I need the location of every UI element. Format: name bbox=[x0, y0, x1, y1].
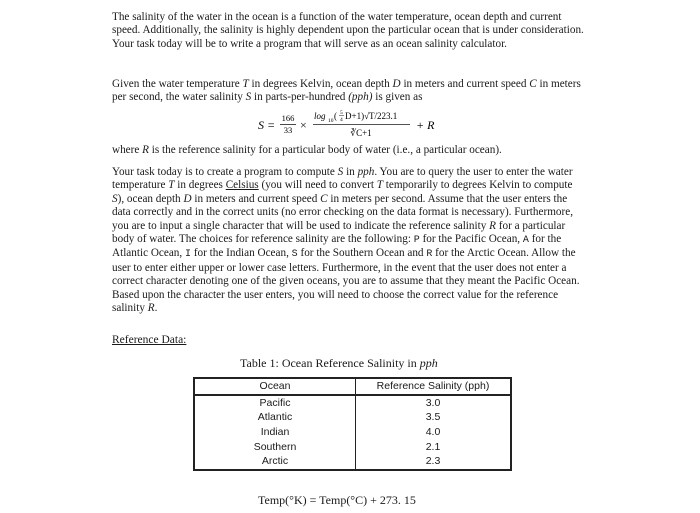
var-S: S bbox=[245, 91, 252, 104]
cell-ocean: Arctic bbox=[194, 454, 356, 470]
text-run: in meters per second, the water salinity bbox=[112, 78, 581, 104]
var-R: R bbox=[489, 219, 496, 232]
text-run: . You are to query the user to enter the water temperature bbox=[112, 166, 573, 192]
text-run: where bbox=[112, 144, 143, 156]
inner-frac-den: 4 bbox=[340, 117, 343, 123]
cell-salinity: 3.0 bbox=[356, 395, 512, 411]
text-run: for a particular body of water. The choices for reference salinity are the following: bbox=[112, 219, 566, 246]
cell-salinity: 2.1 bbox=[356, 439, 512, 454]
var-S: S bbox=[112, 192, 118, 205]
text-run: for the Pacific Ocean, bbox=[419, 233, 523, 246]
frac1-denominator: 33 bbox=[283, 125, 293, 135]
var-T: T bbox=[242, 78, 249, 90]
table-header-row bbox=[194, 378, 511, 395]
table-row bbox=[194, 410, 511, 425]
text-run: temporarily to degrees Kelvin to compute bbox=[382, 179, 573, 192]
var-T: T bbox=[376, 179, 383, 192]
text-run: in meters per second. Assume that the user enters the data correctly and in the correct units (no error checking on the data format is necessary). Furthermore, you are to input a single character that will be used to indicate the reference salinity bbox=[112, 192, 573, 232]
cell-salinity: 4.0 bbox=[356, 425, 512, 440]
table-row bbox=[194, 395, 511, 411]
text-run: . bbox=[154, 302, 158, 315]
header-salinity: Reference Salinity (pph) bbox=[356, 378, 512, 395]
text-run: is given as bbox=[372, 91, 423, 104]
table-row bbox=[194, 439, 511, 454]
cell-salinity: 2.3 bbox=[356, 454, 512, 470]
var-D: D bbox=[392, 78, 401, 90]
var-R: R bbox=[142, 144, 149, 156]
var-S: S bbox=[337, 166, 344, 178]
inner-frac-num: 5 bbox=[340, 110, 343, 116]
caption-text: Table 1: Ocean Reference Salinity in bbox=[240, 356, 420, 370]
text-run: Your task today is to create a program to compute bbox=[112, 166, 338, 178]
char-A: A bbox=[522, 235, 529, 247]
text-run: for the Indian Ocean, bbox=[191, 247, 292, 260]
intro-paragraph: The salinity of the water in the ocean is a function of the water temperature, ocean depth and current speed. Additionally, the salinity is highly dependent upon the particular ocean that is under consideration. Your task today will be to write a program that will serve as an ocean salinity calculator. bbox=[112, 11, 584, 50]
char-I: I bbox=[185, 249, 192, 261]
task-paragraph bbox=[112, 166, 586, 315]
text-run: for the Arctic Ocean. Allow the user to enter either upper or lower case letters. Furthermore, in the event that the user does not enter a correct character denoting one of the given oceans, you are to assume that they meant the Pacific Ocean. Based upon the character the user enters, you will need to choose the correct value for the reference salinity bbox=[112, 247, 580, 315]
text-run: Given the water temperature bbox=[112, 78, 243, 90]
char-P: P bbox=[413, 235, 420, 247]
unit-pph: pph bbox=[357, 166, 375, 178]
temperature-conversion-formula: Temp(°K) = Temp(°C) + 273. 15 bbox=[258, 493, 416, 507]
char-R: R bbox=[426, 249, 433, 261]
text-run: in bbox=[343, 166, 358, 178]
cell-ocean: Indian bbox=[194, 425, 356, 440]
table-row bbox=[194, 425, 511, 440]
text-run: for the Southern Ocean and bbox=[297, 247, 427, 260]
log-base: 10 bbox=[328, 118, 334, 124]
var-C: C bbox=[529, 78, 537, 90]
cell-salinity: 3.5 bbox=[356, 410, 512, 425]
text-run: in parts-per-hundred bbox=[251, 91, 349, 104]
table-caption bbox=[240, 356, 438, 371]
log-text: log bbox=[314, 111, 326, 121]
text-run: in degrees bbox=[174, 179, 226, 192]
where-paragraph bbox=[112, 144, 586, 157]
text-run: in degrees Kelvin, ocean depth bbox=[248, 78, 393, 90]
text-run: in meters and current speed bbox=[191, 192, 321, 205]
table-row bbox=[194, 454, 511, 470]
ocean-salinity-table bbox=[193, 377, 512, 471]
var-D: D bbox=[183, 192, 192, 205]
var-T: T bbox=[168, 179, 175, 192]
reference-data-heading: Reference Data: bbox=[112, 334, 187, 346]
frac1-numerator: 166 bbox=[281, 113, 295, 123]
cell-ocean: Southern bbox=[194, 439, 356, 454]
var-C: C bbox=[320, 192, 328, 205]
salinity-formula bbox=[258, 108, 508, 142]
times-sign: × bbox=[300, 118, 307, 132]
header-ocean: Ocean bbox=[194, 378, 356, 395]
text-run: ), ocean depth bbox=[117, 192, 184, 205]
plus-r: + R bbox=[416, 118, 435, 132]
text-run: (you will need to convert bbox=[258, 179, 377, 192]
text-run: in meters and current speed bbox=[400, 78, 530, 90]
main-denominator: ∛C+1 bbox=[350, 128, 372, 138]
formula-lhs: S = bbox=[258, 118, 276, 132]
cell-ocean: Atlantic bbox=[194, 410, 356, 425]
char-S: S bbox=[291, 249, 298, 261]
num-tail: D+1)√T/223.1 bbox=[345, 111, 398, 121]
cell-ocean: Pacific bbox=[194, 395, 356, 411]
given-paragraph bbox=[112, 78, 586, 105]
celsius-underlined: Celsius bbox=[225, 179, 259, 192]
var-R: R bbox=[147, 302, 155, 315]
caption-unit: pph bbox=[419, 356, 438, 370]
unit-pph: (pph) bbox=[348, 91, 373, 104]
text-run: is the reference salinity for a particular body of water (i.e., a particular ocean). bbox=[148, 144, 502, 156]
num-paren: ( bbox=[334, 111, 337, 121]
text-run: for the Atlantic Ocean, bbox=[112, 233, 562, 260]
